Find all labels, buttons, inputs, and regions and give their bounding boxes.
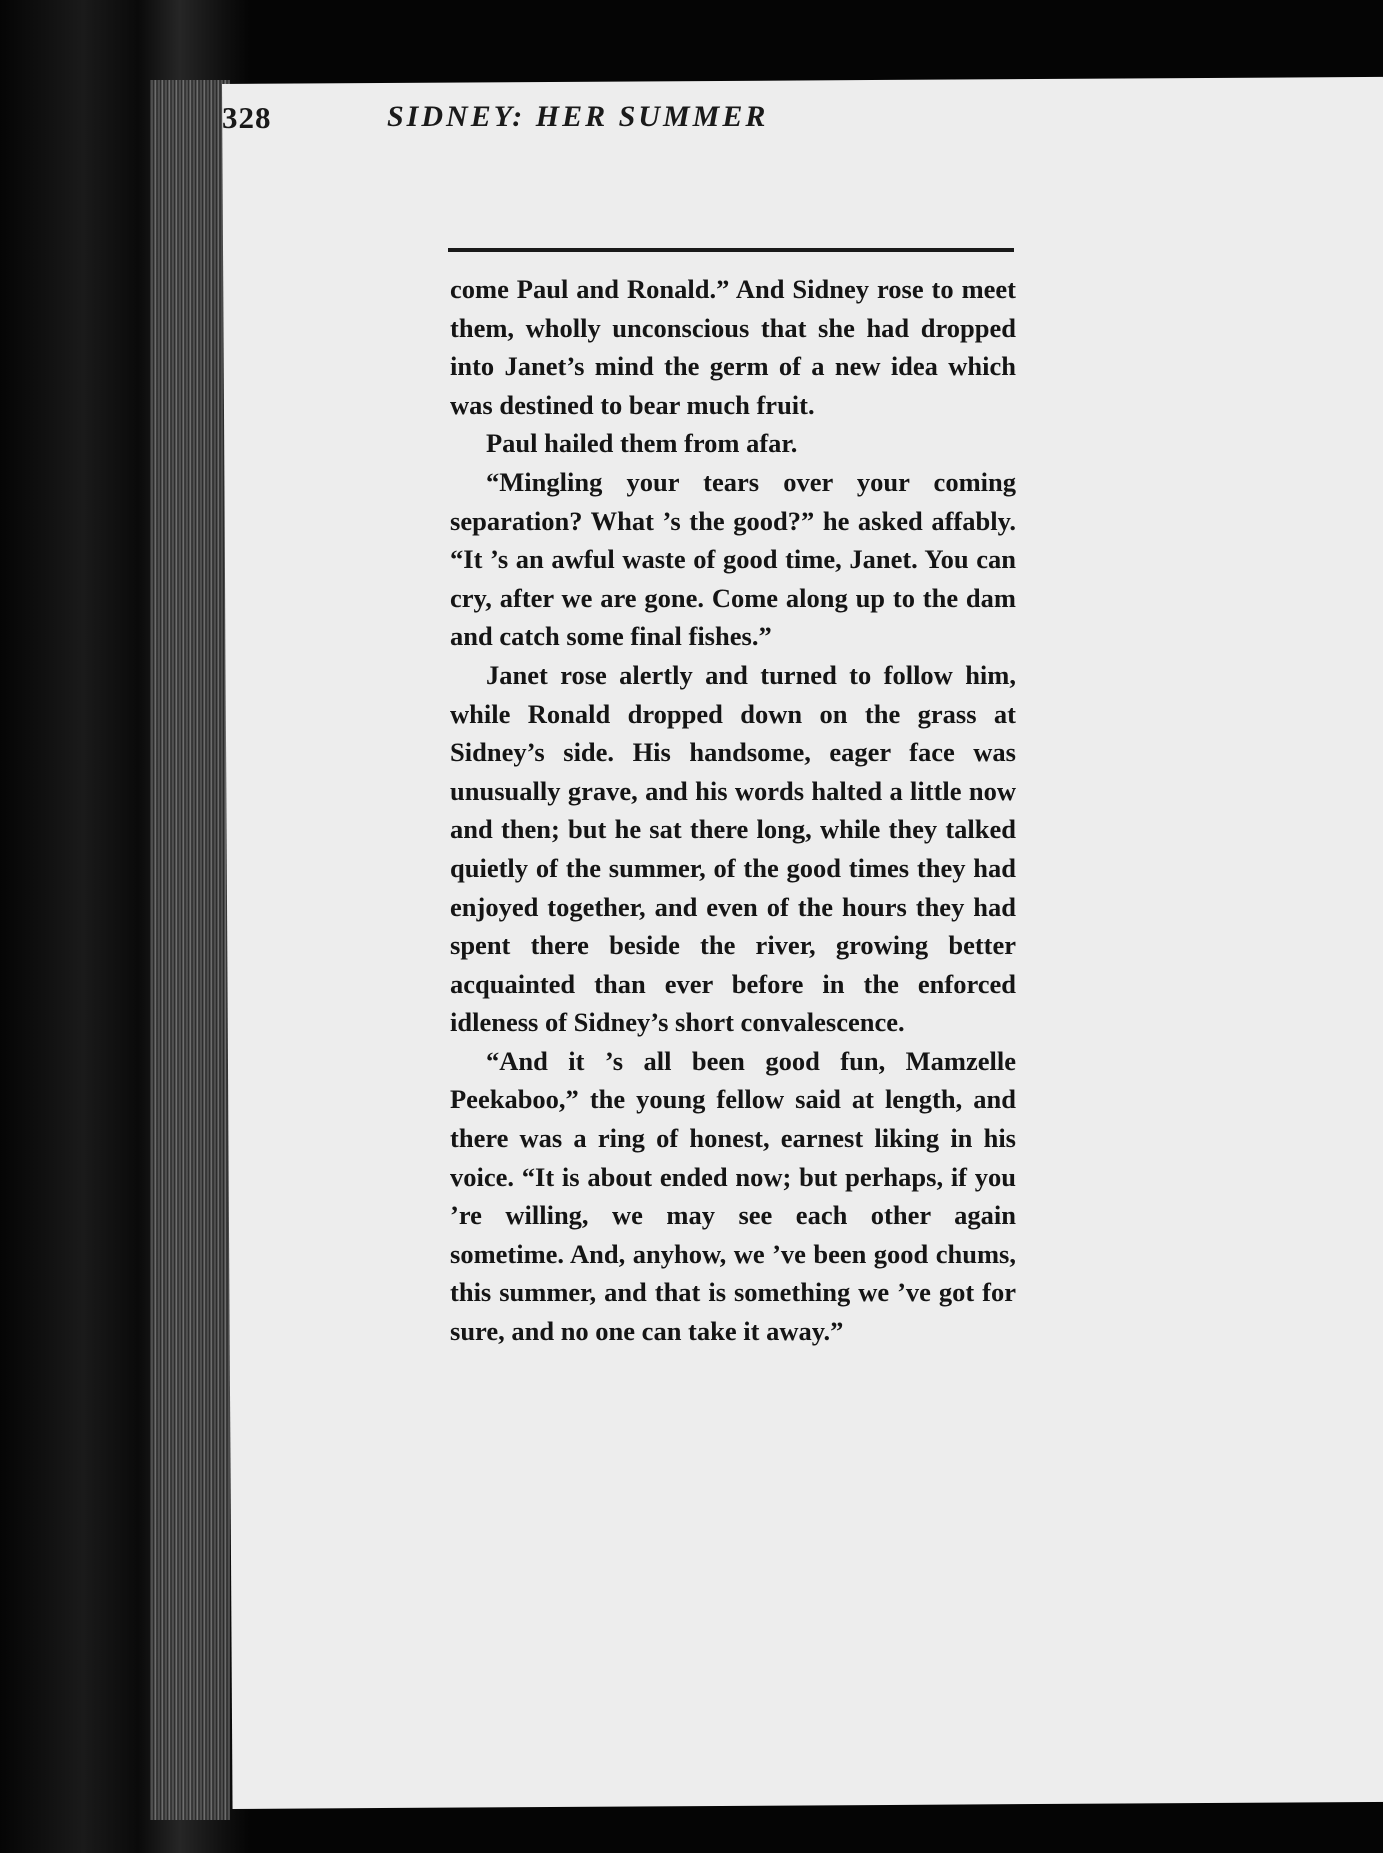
paragraph: come Paul and Ronald.” And Sidney rose to meet them, wholly unconscious that she had dropped into Janet’s mind the germ of a new idea which was destined to bear much fruit. xyxy=(450,274,1016,420)
page-number: 328 xyxy=(222,100,272,135)
paragraph: “And it ’s all been good fun, Mamzelle Peekaboo,” the young fellow said at length, and there was a ring of honest, earnest liking in his voice. “It is about ended now; but perhaps, if you ’re willing, we may see each other again sometime. And, anyhow, we ’ve been good chums, this summer, and that is something we ’ve got for sure, and no one can take it away.” xyxy=(450,1045,1016,1347)
body-text xyxy=(450,270,1016,1351)
book-page-edges xyxy=(150,80,230,1820)
paragraph: “Mingling your tears over your coming separation? What ’s the good?” he asked affably. “It ’s an awful waste of good time, Janet. You can cry, after we are gone. Come along up to the dam and catch some final fishes.” xyxy=(450,466,1016,652)
paragraph: Janet rose alertly and turned to follow him, while Ronald dropped down on the grass at Sidney’s side. His handsome, eager face was unusually grave, and his words halted a little now and then; but he sat there long, while they talked quietly of the summer, of the good times they had enjoyed together, and even of the hours they had spent there beside the river, growing better acquainted than ever before in the enforced idleness of Sidney’s short convalescence. xyxy=(450,659,1016,1038)
header-rule xyxy=(448,248,1014,252)
running-title: SIDNEY: HER SUMMER xyxy=(387,100,769,133)
paragraph: Paul hailed them from afar. xyxy=(486,428,798,459)
running-head xyxy=(222,100,1012,160)
